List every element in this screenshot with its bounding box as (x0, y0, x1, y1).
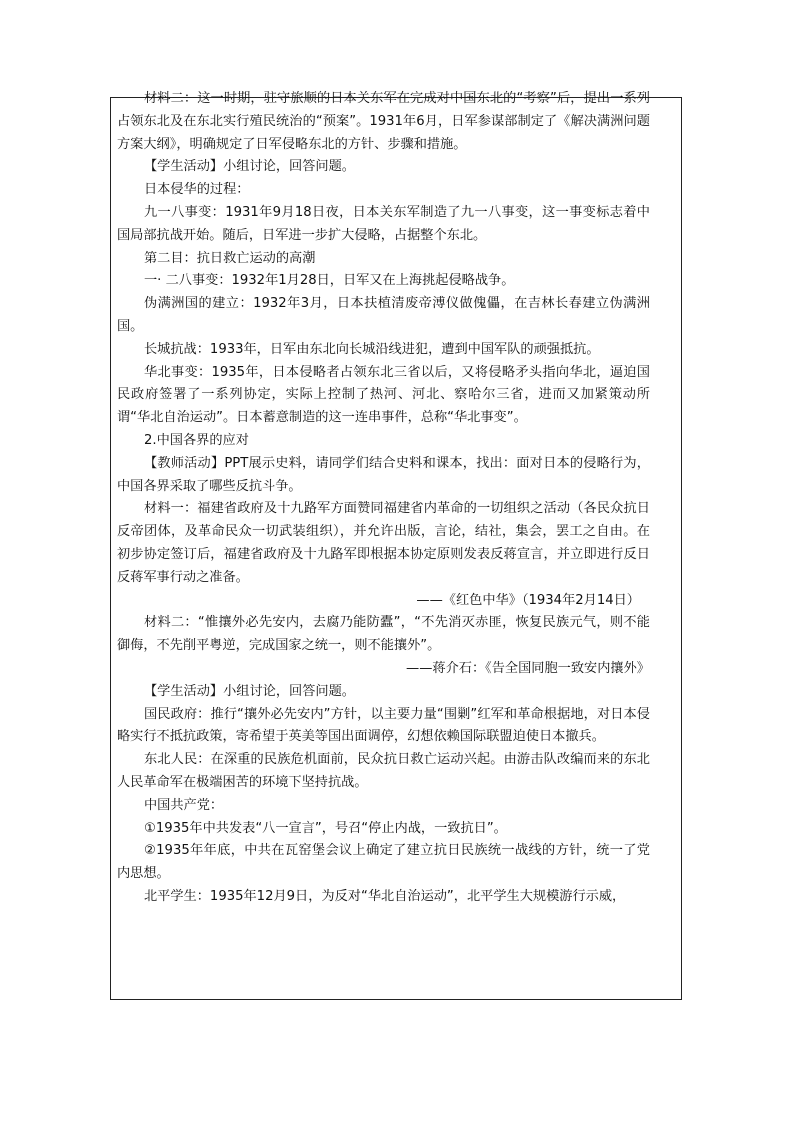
student-activity-label-2: 【学生活动】小组讨论，回答问题。 (144, 683, 355, 699)
ccp-point-2: ②1935年年底，中共在瓦窑堡会议上确定了建立抗日民族统一战线的方针，统一了党内思想。 (117, 843, 650, 882)
teacher-activity-paragraph: 【教师活动】PPT展示史料，请同学们结合史料和课本，找出：面对日本的侵略行为，中国各界采取了哪些反抗斗争。 (117, 455, 650, 494)
section-heading: 第二目：抗日救亡运动的高潮 (144, 250, 316, 266)
manchukuo-paragraph: 伪满洲国的建立：1932年3月，日本扶植清废帝溥仪做傀儡，在吉林长春建立伪满洲国。 (117, 296, 650, 334)
citation-chiang: ——蒋介石：《告全国同胞一致安内攘外》 (406, 660, 650, 676)
beiping-students-paragraph: 北平学生：1935年12月9日，为反对“华北自治运动”，北平学生大规模游行示威， (144, 888, 626, 904)
ccp-point-1: ①1935年中共发表“八一宣言”，号召“停止内战，一致抗日”。 (144, 820, 507, 836)
northeast-people-paragraph: 东北人民：在深重的民族危机面前，民众抗日救亡运动兴起。由游击队改编而来的东北人民革命军在极端困苦的环境下坚持抗战。 (117, 752, 650, 790)
material-two-paragraph: 材料二：这一时期，驻守旅顺的日本关东军在完成对中国东北的“考察”后，提出一系列占领东北及在东北实行殖民统治的“预案”。1931年6月，日军参谋部制定了《解决满洲问题方案大纲》，明确规定了日军侵略东北的方针、步骤和措施。 (117, 91, 650, 152)
lesson-plan-text (117, 88, 650, 909)
invasion-process-heading: 日本侵华的过程： (144, 182, 250, 198)
material-one-paragraph: 材料一：福建省政府及十九路军方面赞同福建省内革命的一切组织之活动（各民众抗日反帝团体，及革命民众一切武装组织），并允许出版，言论，结社，集会，罢工之自由。在初步协定签订后，福建省政府及十九路军即根据本协定原则发表反蒋宣言，并立即进行反日反蒋军事行动之准备。 (117, 501, 650, 585)
subsection-heading: 2.中国各界的应对 (144, 432, 249, 448)
student-activity-label: 【学生活动】小组讨论，回答问题。 (144, 159, 355, 175)
nationalist-government-paragraph: 国民政府：推行“攘外必先安内”方针，以主要力量“围剿”红军和革命根据地，对日本侵略实行不抵抗政策，寄希望于英美等国出面调停，幻想依赖国际联盟迫使日本撤兵。 (117, 706, 650, 745)
september-18-incident-paragraph: 九一八事变：1931年9月18日夜，日本关东军制造了九一八事变，这一事变标志着中国局部抗战开始。随后，日军进一步扩大侵略，占据整个东北。 (117, 204, 650, 243)
north-china-incident-paragraph: 华北事变：1935年，日本侵略者占领东北三省以后，又将侵略矛头指向华北，逼迫国民政府签署了一系列协定，实际上控制了热河、河北、察哈尔三省，进而又加紧策动所谓“华北自治运动”。日本蓄意制造的这一连串事件，总称“华北事变”。 (117, 364, 650, 426)
citation-red-china: ——《红色中华》（1934年2月14日） (416, 592, 640, 608)
ccp-heading: 中国共产党： (144, 797, 224, 813)
material-two-quote-paragraph: 材料二：“惟攘外必先安内，去腐乃能防蠹”，“不先消灭赤匪，恢复民族元气，则不能御侮，不先削平粤逆，完成国家之统一，则不能攘外”。 (117, 615, 650, 654)
great-wall-resistance-paragraph: 长城抗战：1933年，日军由东北向长城沿线进犯，遭到中国军队的顽强抵抗。 (144, 341, 600, 357)
january-28-incident-paragraph: 一· 二八事变：1932年1月28日，日军又在上海挑起侵略战争。 (144, 273, 515, 289)
